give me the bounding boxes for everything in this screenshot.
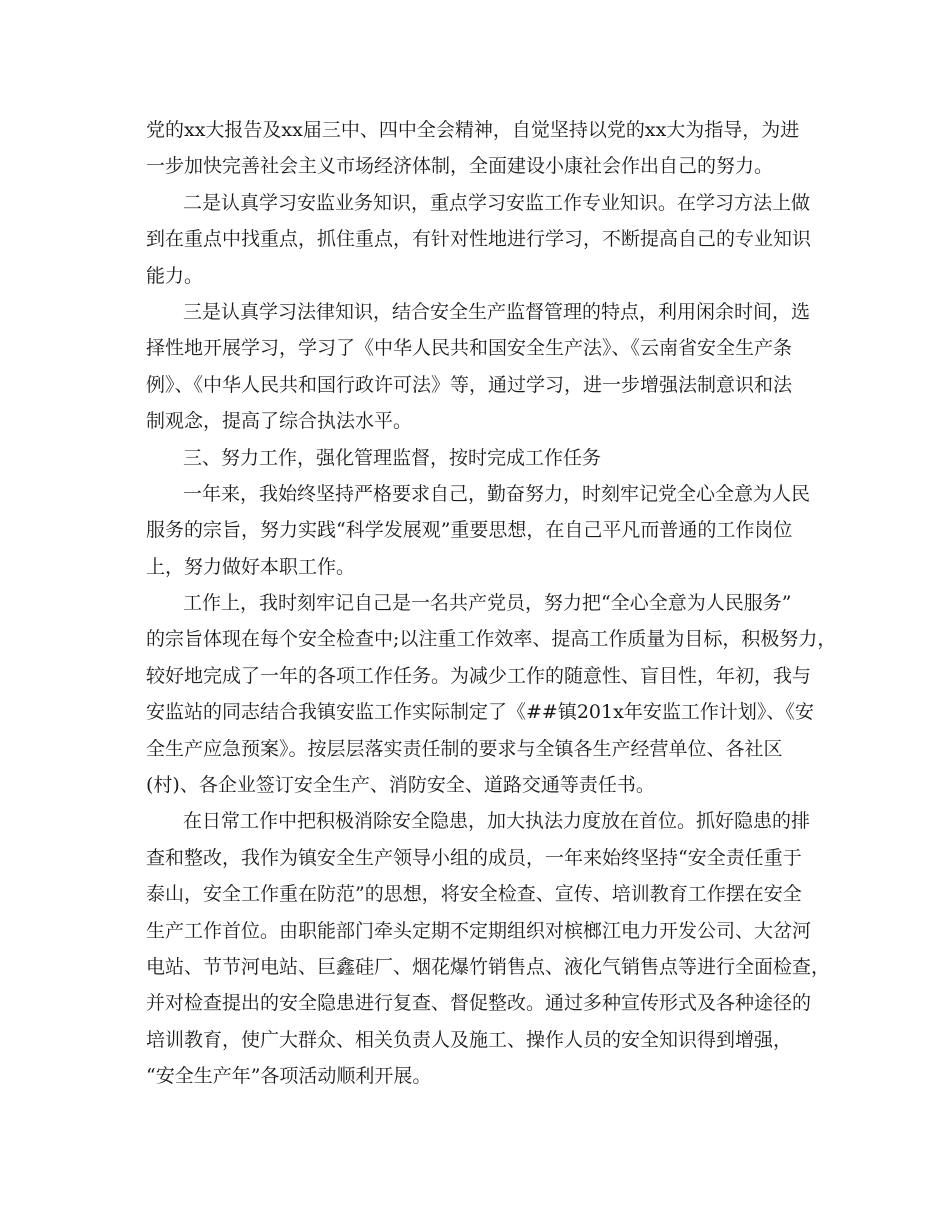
text-line: 培训教育，使广大群众、相关负责人及施工、操作人员的安全知识得到增强， — [146, 1028, 793, 1051]
text-line: 一步加快完善社会主义市场经济体制，全面建设小康社会作出自己的努力。 — [146, 155, 774, 178]
text-line: 查和整改，我作为镇安全生产领导小组的成员，一年来始终坚持“安全责任重于 — [146, 846, 802, 869]
text-line: 工作上，我时刻牢记自己是一名共产党员，努力把“全心全意为人民服务” — [183, 592, 792, 615]
text-line: “安全生产年”各项活动顺利开展。 — [146, 1065, 432, 1088]
text-line: 泰山，安全工作重在防范”的思想，将安全检查、宣传、培训教育工作摆在安全 — [146, 883, 802, 906]
text-line: 生产工作首位。由职能部门牵头定期不定期组织对槟榔江电力开发公司、大岔河 — [146, 919, 812, 942]
text-line: 一年来，我始终坚持严格要求自己，勤奋努力，时刻牢记党全心全意为人民 — [183, 482, 811, 505]
text-line: 二是认真学习安监业务知识，重点学习安监工作专业知识。在学习方法上做 — [183, 191, 811, 214]
text-line: 服务的宗旨，努力实践“科学发展观”重要思想，在自己平凡而普通的工作岗位 — [146, 519, 793, 542]
text-line: 上，努力做好本职工作。 — [146, 555, 356, 578]
text-line: 较好地完成了一年的各项工作任务。为减少工作的随意性、盲目性，年初，我与 — [146, 664, 812, 687]
text-line: 党的xx大报告及xx届三中、四中全会精神，自觉坚持以党的xx大为指导，为进 — [146, 119, 800, 141]
text-line: 能力。 — [146, 264, 204, 287]
text-line: 安监站的同志结合我镇安监工作实际制定了《##镇201x年安监工作计划》、《安 — [146, 701, 814, 724]
text-line: 全生产应急预案》。按层层落实责任制的要求与全镇各生产经营单位、各社区 — [146, 737, 783, 760]
text-line: 三是认真学习法律知识，结合安全生产监督管理的特点，利用闲余时间，选 — [183, 300, 811, 323]
text-line: 制观念，提高了综合执法水平。 — [146, 410, 413, 433]
text-line: (村)、各企业签订安全生产、消防安全、道路交通等责任书。 — [146, 774, 655, 797]
document-body — [146, 112, 837, 1095]
text-line: 电站、节节河电站、巨鑫硅厂、烟花爆竹销售点、液化气销售点等进行全面检查， — [146, 955, 831, 978]
text-line: 例》、《中华人民共和国行政许可法》等，通过学习，进一步增强法制意识和法 — [146, 373, 793, 396]
text-line: 并对检查提出的安全隐患进行复查、督促整改。通过多种宣传形式及各种途径的 — [146, 992, 812, 1015]
text-line: 择性地开展学习，学习了《中华人民共和国安全生产法》、《云南省安全生产条 — [146, 337, 793, 360]
text-line: 在日常工作中把积极消除安全隐患，加大执法力度放在首位。抓好隐患的排 — [183, 810, 811, 833]
text-line: 到在重点中找重点，抓住重点，有针对性地进行学习，不断提高自己的专业知识 — [146, 228, 812, 251]
text-line: 的宗旨体现在每个安全检查中;以注重工作效率、提高工作质量为目标，积极努力， — [146, 628, 837, 651]
section-heading: 三、努力工作，强化管理监督，按时完成工作任务 — [183, 446, 602, 469]
